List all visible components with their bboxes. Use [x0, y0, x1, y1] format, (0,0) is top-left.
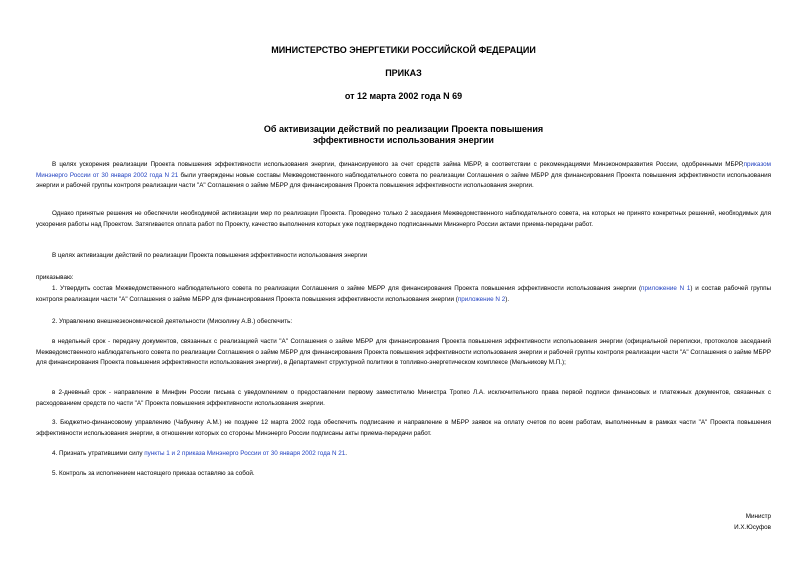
item-1-text-b: ) и состав рабочей группы контроля реализации части "А" Соглашения о займе МБРР для финансирования Проекта повышения эффективности использования энергии ( [36, 285, 772, 303]
order-title-line-2: эффективности использования энергии [313, 135, 494, 145]
item-1-text-c: ). [505, 295, 510, 303]
paragraph-item-2-week: в недельный срок - передачу документов, связанных с реализацией части "А" Соглашения о займе МБРР для финансирования Проекта повышения эффективности использования энергии (официальной переписки, протоколов заседаний Межведомственного наблюдательного совета по реализации Соглашения о займе МБРР для финансирования Проекта повышения эффективности использования энергии и рабочей группы контроля реализации части "А" Соглашения о займе МБРР для финансирования Проекта повышения эффективности использования энергии), в Департамент структурной политики в топливно-энергетическом комплексе (Мельникову М.П.); [36, 338, 771, 367]
paragraph-intro [36, 160, 771, 192]
paragraph-item-1 [36, 284, 771, 305]
item-4-text-a: 4. Признать утратившими силу [52, 450, 145, 457]
date-number-heading: от 12 марта 2002 года N 69 [344, 91, 463, 101]
paragraph-order-word: приказываю: [36, 274, 74, 281]
signature-position: Министр [745, 513, 771, 520]
paragraph-issues: Однако принятые решения не обеспечили необходимой активизации мер по реализации Проекта. Проведено только 2 заседания Межведомственного наблюдательного совета, на которых не принято конкретных решений, необходимых для ускорения работы над Проектом. Затягивается оплата работ по Проекту, качество выполнения которых уже подтверждено подписанными Минэнерго России актами приема-передачи работ. [36, 210, 771, 228]
order-21-items-link[interactable]: пункты 1 и 2 приказа Минэнерго России от 30 января 2002 года N 21 [144, 450, 346, 457]
doc-type-heading: ПРИКАЗ [385, 68, 422, 78]
paragraph-item-2: 2. Управлению внешнеэкономической деятельности (Мисюлину А.В.) обеспечить: [52, 318, 293, 325]
paragraph-item-4 [36, 449, 771, 460]
paragraph-item-3: 3. Бюджетно-финансовому управлению (Чабунину А.М.) не позднее 12 марта 2002 года обеспечить подписание и направление в МБРР заявок на оплату счетов по всем работам, выполненным в рамках части "А" Проекта повышения эффективности использования энергии, в отношении которых со стороны Минэнерго России подписаны акты приема-передачи работ. [36, 419, 771, 437]
paragraph-item-5: 5. Контроль за исполнением настоящего приказа оставляю за собой. [52, 470, 255, 477]
ministry-heading: МИНИСТЕРСТВО ЭНЕРГЕТИКИ РОССИЙСКОЙ ФЕДЕРАЦИИ [271, 45, 536, 55]
paragraph-item-2-two-day: в 2-дневный срок - направление в Минфин России письма с уведомлением о предоставлении первому заместителю Министра Тропко Л.А. исключительного права первой подписи финансовых и платежных документов, связанных с расходованием средств по части "А" Проекта повышения эффективности использования энергии. [36, 389, 771, 407]
order-title-line-1: Об активизации действий по реализации Проекта повышения [263, 124, 544, 134]
paragraph-intro-text-b: были утверждены новые составы Межведомственного наблюдательного совета по реализации Соглашения о займе МБРР для финансирования Проекта повышения эффективности использования энергии и рабочей группы контроля реализации части "А" Соглашения о займе МБРР для финансирования Проекта повышения эффективности использования энергии. [36, 171, 771, 190]
appendix-1-link[interactable]: приложение N 1 [641, 285, 691, 292]
signature-name: И.Х.Юсуфов [734, 524, 771, 531]
paragraph-intro-text-a: В целях ускорения реализации Проекта повышения эффективности использования энергии, финансируемого за счет средств займа МБРР, в соответствии с рекомендациями Минэкономразвития России, одобренными МБРР, [52, 161, 744, 168]
item-1-text-a: 1. Утвердить состав Межведомственного наблюдательного совета по реализации Соглашения о займе МБРР для финансирования Проекта повышения эффективности использования энергии ( [52, 285, 642, 292]
appendix-2-link[interactable]: приложение N 2 [457, 295, 506, 303]
order-21-link[interactable]: приказом Минэнерго России от 30 января 2002 года N 21 [36, 161, 771, 179]
item-4-text-b: . [345, 450, 348, 457]
paragraph-purpose: В целях активизации действий по реализации Проекта повышения эффективности использования энергии [52, 252, 368, 259]
